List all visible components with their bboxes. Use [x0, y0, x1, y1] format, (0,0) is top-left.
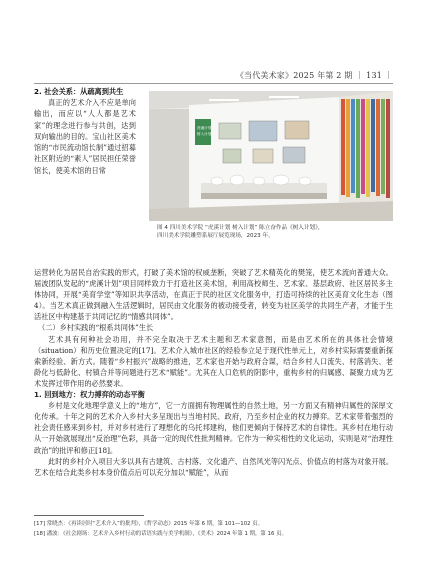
paragraph-2: 乡村是文化地理学意义上的“地方”，它一方面拥有物理属性的自然土地，另一方面又有精神归属性的深厚文化传承。十年之间的艺术介入乡村大多呈现出与当地村民、政府，乃至乡村企业的权力搏弈。艺术家带着强烈的社会责任感来到乡村，并对乡村进行了理想化的乌托邦建构，他们更倾向于保持艺术的自律性。其乡村在地行动从一开始就展现出“反治理”色彩，具备一定的现代性批判精神。它作为一种实相性的文化运动，实则是对“治理性政治”的批评和修正[18]。 — [34, 401, 393, 455]
section-heading: 2. 社会关系：从疏离到共生 — [34, 87, 124, 96]
figure-caption — [149, 224, 393, 241]
footnote-18: [18] 潘波：《社会剧场：艺术介入乡村行动的话语实践与美学机制》，《美术》2024 年第 1 期，第 16 页。 — [34, 531, 287, 537]
body-text — [34, 267, 393, 478]
paragraph-1: 艺术具有何种社会功用，并不完全取决于艺术主题和艺术家意图，而是由艺术所在的具体社会情境（situation）和历史位置决定的[17]。艺术介入城市社区的经验参立足于现代性单元上，对乡村实际需要重新探索新经验、新方式。随着“乡村振兴”战略的推进，艺术家也开始与政府合谋，结合乡村人口流失、村落消失、老龄化与低龄化、村镇合并等问题进行艺术“赋能”。尤其在人口危机的阴影中，重构乡村的归属感、凝聚力成为艺术发挥过带作用的必然要求。 — [34, 334, 393, 388]
side-column — [34, 97, 136, 176]
page-content — [34, 86, 393, 478]
paragraph-continuation: 运营转化为居民自治实践的形式，打破了美术馆的权威垄断，突破了艺术精英化的樊笼，使艺术流向普通大众。届波团队发起的“虎溪计划”项目同样致力于打造社区美术馆，利用高校师生、艺术家、基层政府、社区居民多主体协同，开展“美育学堂”等知识共享活动，在真正于民的社区文化服务中，打造可持续的社区美育文化生态（图4）。当艺术真正做到融入生活逻辑时，居民由文化服务的被动接受者，转变为社区美学的共同生产者，才能于生活社区中构建基于共同记忆的“情感共同体”。 — [34, 268, 393, 322]
figure-4 — [149, 91, 393, 241]
footnote-17: [17] 常晓杰：《再读居时“艺术介入”的批判》，《哲学动态》2015 年第 6 期，第 101—102 页。 — [34, 521, 264, 527]
footnotes — [34, 519, 393, 539]
running-header — [0, 0, 427, 84]
paragraph-3: 此时的乡村介入项目大多以具有古建筑、古村落、文化遗产、自然风光等闪光点、价值点的村落为对象开展。艺术在结合此类乡村本身价值点后可以充分加以“赋能”，从而 — [34, 456, 394, 477]
caption-line-2: 四川美术学院雕塑系展厅展览现场，2023 年。 — [157, 233, 274, 240]
exhibition-photo — [149, 91, 393, 221]
wall-text-2: 树入计划 — [197, 132, 212, 136]
footnote-rule — [34, 515, 144, 516]
header-rule — [34, 83, 393, 84]
side-paragraph: 真正的艺术介入不应是单向输出，而应以“人人都是艺术家”的理念进行参与共创，达到双向输出的目的。宝山社区美术馆的“市民流动馆长制”通过招募社区附近的“素人”居民担任荣誉馆长，使美术馆的日常 — [34, 98, 136, 175]
running-title: 《当代美术家》2025 年第 2 期 ｜ 131 ｜ — [235, 71, 393, 80]
float-row — [34, 97, 393, 267]
exhibition-photo-graphic — [149, 91, 393, 221]
caption-line-1: 图 4 四川美术学院 “虎溪计划 树入计划” 陈立奋作品《树入计划》， — [157, 225, 324, 231]
wall-text-1: 虎溪计划 — [197, 126, 212, 130]
subsubsection-heading: 1. 回到地方：权力搏弈的动态平衡 — [34, 390, 145, 400]
subsection-heading: （二）乡村实践的“根系共同体”生长 — [38, 323, 154, 333]
